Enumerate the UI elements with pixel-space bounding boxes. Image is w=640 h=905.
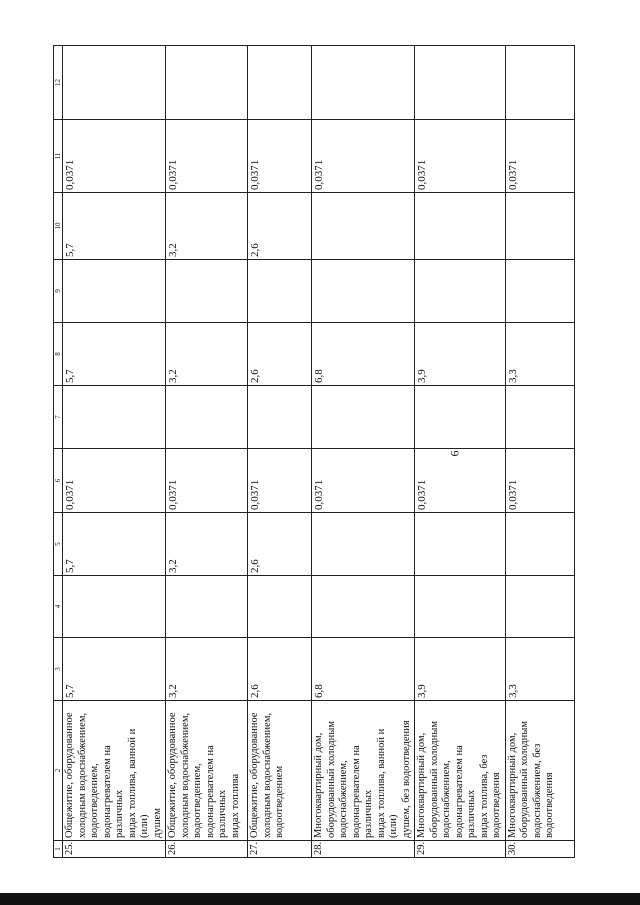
cell-col-6: 0,0371 [166, 449, 248, 513]
cell-col-9 [63, 260, 166, 323]
row-description: Общежитие, оборудованное холодным водоснабжением, водоотведением, водонагревателем на различных видах топлива [166, 701, 248, 841]
col-header-1: 1 [54, 841, 63, 858]
col-header-3: 3 [54, 638, 63, 701]
cell-col-9 [166, 260, 248, 323]
cell-col-10: 3,2 [166, 193, 248, 260]
cell-col-6: 0,0371 [248, 449, 312, 513]
cell-col-12 [248, 46, 312, 120]
cell-col-12 [415, 46, 506, 120]
row-number: 26. [166, 841, 248, 858]
cell-col-8: 6,8 [312, 323, 415, 386]
cell-col-6: 0,0371 [63, 449, 166, 513]
rotated-table-container [53, 46, 555, 858]
row-description: Многоквартирный дом, оборудованный холодным водоснабжением, водонагревателем на различных видах топлива, без водоотведения [415, 701, 506, 841]
header-row [54, 46, 63, 858]
cell-col-4 [166, 576, 248, 638]
row-number: 28. [312, 841, 415, 858]
cell-col-6: 0,0371 [505, 449, 574, 513]
cell-col-10 [415, 193, 506, 260]
cell-col-8: 2,6 [248, 323, 312, 386]
cell-col-11: 0,0371 [312, 120, 415, 193]
col-header-7: 7 [54, 386, 63, 449]
cell-col-4 [312, 576, 415, 638]
scan-edge-bar [0, 893, 640, 905]
cell-col-7 [505, 386, 574, 449]
cell-col-12 [312, 46, 415, 120]
cell-col-11: 0,0371 [63, 120, 166, 193]
col-header-9: 9 [54, 260, 63, 323]
cell-col-3: 3,2 [166, 638, 248, 701]
cell-col-10 [505, 193, 574, 260]
cell-col-5 [505, 513, 574, 576]
cell-col-4 [415, 576, 506, 638]
cell-col-3: 5,7 [63, 638, 166, 701]
col-header-10: 10 [54, 193, 63, 260]
cell-col-11: 0,0371 [415, 120, 506, 193]
cell-col-4 [63, 576, 166, 638]
cell-col-6: 0,0371 [415, 449, 506, 513]
cell-col-9 [312, 260, 415, 323]
col-header-4: 4 [54, 576, 63, 638]
tariff-table [53, 45, 575, 858]
table-row [166, 46, 248, 858]
cell-col-10: 2,6 [248, 193, 312, 260]
cell-col-5: 2,6 [248, 513, 312, 576]
cell-col-8: 5,7 [63, 323, 166, 386]
cell-col-3: 3,3 [505, 638, 574, 701]
cell-col-12 [166, 46, 248, 120]
cell-col-9 [248, 260, 312, 323]
cell-col-10 [312, 193, 415, 260]
row-number: 30. [505, 841, 574, 858]
table-row [312, 46, 415, 858]
cell-col-9 [505, 260, 574, 323]
table-row [248, 46, 312, 858]
cell-col-5 [312, 513, 415, 576]
cell-col-7 [312, 386, 415, 449]
cell-col-10: 5,7 [63, 193, 166, 260]
col-header-8: 8 [54, 323, 63, 386]
row-description: Многоквартирный дом, оборудованный холодным водоснабжением, водонагревателем на различных видах топлива, ванной и (или) душем, без водоотведения [312, 701, 415, 841]
cell-col-7 [63, 386, 166, 449]
cell-col-7 [166, 386, 248, 449]
cell-col-9 [415, 260, 506, 323]
cell-col-4 [248, 576, 312, 638]
cell-col-3: 6,8 [312, 638, 415, 701]
table-row [505, 46, 574, 858]
cell-col-3: 3,9 [415, 638, 506, 701]
cell-col-8: 3,2 [166, 323, 248, 386]
row-description: Общежитие, оборудованное холодным водоснабжением, водоотведением, водонагревателем на различных видах топлива, ванной и (или) душем [63, 701, 166, 841]
row-number: 29. [415, 841, 506, 858]
cell-col-11: 0,0371 [166, 120, 248, 193]
cell-col-8: 3,9 [415, 323, 506, 386]
cell-col-6: 0,0371 [312, 449, 415, 513]
col-header-12: 12 [54, 46, 63, 120]
cell-col-11: 0,0371 [248, 120, 312, 193]
cell-col-5: 5,7 [63, 513, 166, 576]
cell-col-12 [505, 46, 574, 120]
cell-col-5 [415, 513, 506, 576]
cell-col-4 [505, 576, 574, 638]
table-row [63, 46, 166, 858]
table-row [415, 46, 506, 858]
cell-col-11: 0,0371 [505, 120, 574, 193]
cell-col-7 [248, 386, 312, 449]
row-number: 27. [248, 841, 312, 858]
col-header-11: 11 [54, 120, 63, 193]
cell-col-12 [63, 46, 166, 120]
col-header-6: 6 [54, 449, 63, 513]
row-description: Многоквартирный дом, оборудованный холодным водоснабжением, без водоотведения [505, 701, 574, 841]
cell-col-5: 3,2 [166, 513, 248, 576]
col-header-2: 2 [54, 701, 63, 841]
cell-col-7 [415, 386, 506, 449]
cell-col-3: 2,6 [248, 638, 312, 701]
row-description: Общежитие, оборудованное холодным водоснабжением, водоотведением [248, 701, 312, 841]
cell-col-8: 3,3 [505, 323, 574, 386]
row-number: 25. [63, 841, 166, 858]
page-number: 6 [447, 450, 462, 457]
col-header-5: 5 [54, 513, 63, 576]
